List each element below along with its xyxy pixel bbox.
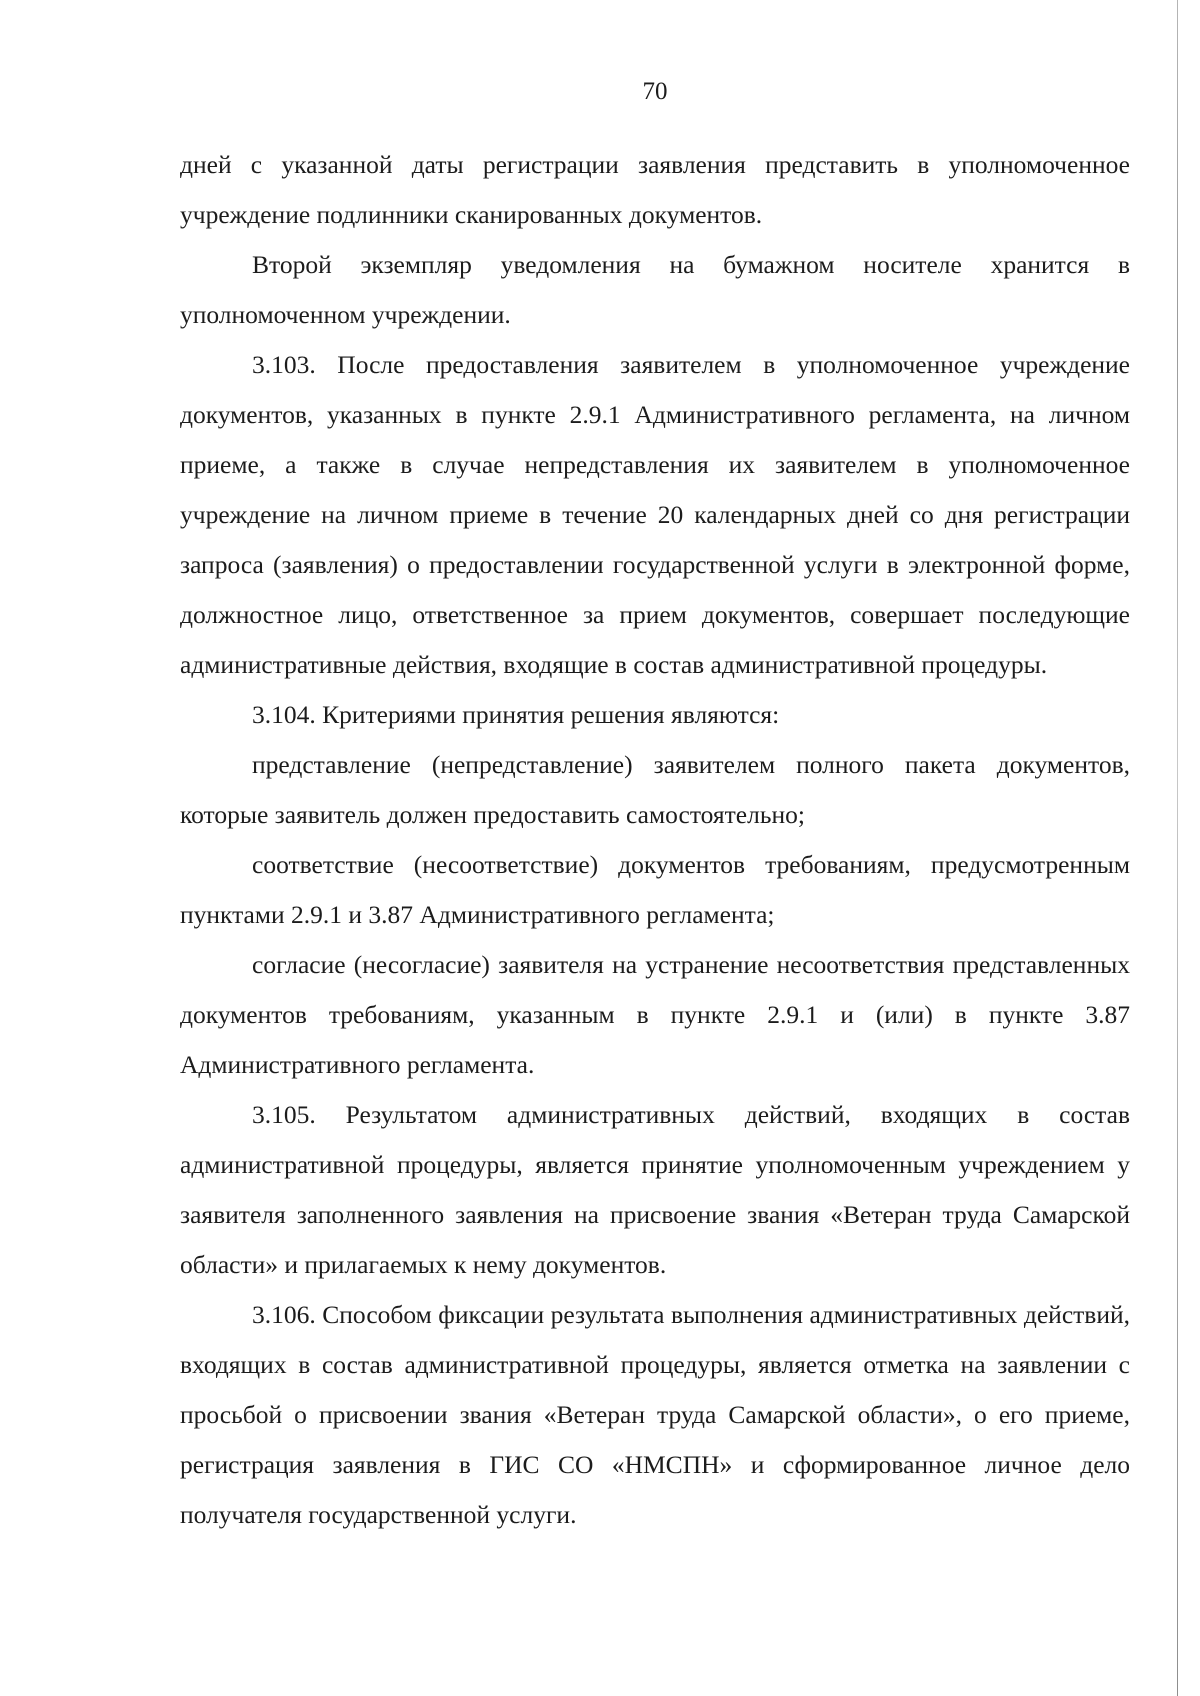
paragraph-3-106: 3.106. Способом фиксации результата выполнения административных действий, входящих в состав административной процедуры, является отметка на заявлении с просьбой о присвоении звания «Ветеран труда Самарской области», о его приеме, регистрация заявления в ГИС СО «НМСПН» и сформированное личное дело получателя государственной услуги.	[180, 1300, 1130, 1529]
paragraph-criterion-3: согласие (несогласие) заявителя на устранение несоответствия представленных документов требованиям, указанным в пункте 2.9.1 и (или) в пункте 3.87 Административного регламента.	[180, 950, 1130, 1079]
paragraph-criterion-1: представление (непредставление) заявителем полного пакета документов, которые заявитель должен предоставить самостоятельно;	[180, 750, 1130, 829]
page-number: 70	[642, 78, 668, 105]
paragraph-continuation: дней с указанной даты регистрации заявления представить в уполномоченное учреждение подлинники сканированных документов.	[180, 150, 1130, 229]
paragraph-second-copy: Второй экземпляр уведомления на бумажном носителе хранится в уполномоченном учреждении.	[180, 250, 1130, 329]
paragraph-3-104: 3.104. Критериями принятия решения являются:	[252, 700, 780, 729]
paragraph-criterion-2: соответствие (несоответствие) документов требованиям, предусмотренным пунктами 2.9.1 и 3.87 Административного регламента;	[180, 850, 1130, 929]
document-body	[180, 140, 1130, 1540]
paragraph-3-103: 3.103. После предоставления заявителем в уполномоченное учреждение документов, указанных в пункте 2.9.1 Административного регламента, на личном приеме, а также в случае непредставления их заявителем в уполномоченное учреждение на личном приеме в течение 20 календарных дней со дня регистрации запроса (заявления) о предоставлении государственной услуги в электронной форме, должностное лицо, ответственное за прием документов, совершает последующие административные действия, входящие в состав административной процедуры.	[180, 350, 1130, 679]
scan-edge-line	[1177, 0, 1178, 1696]
paragraph-3-105: 3.105. Результатом административных действий, входящих в состав административной процедуры, является принятие уполномоченным учреждением у заявителя заполненного заявления на присвоение звания «Ветеран труда Самарской области» и прилагаемых к нему документов.	[180, 1100, 1130, 1279]
